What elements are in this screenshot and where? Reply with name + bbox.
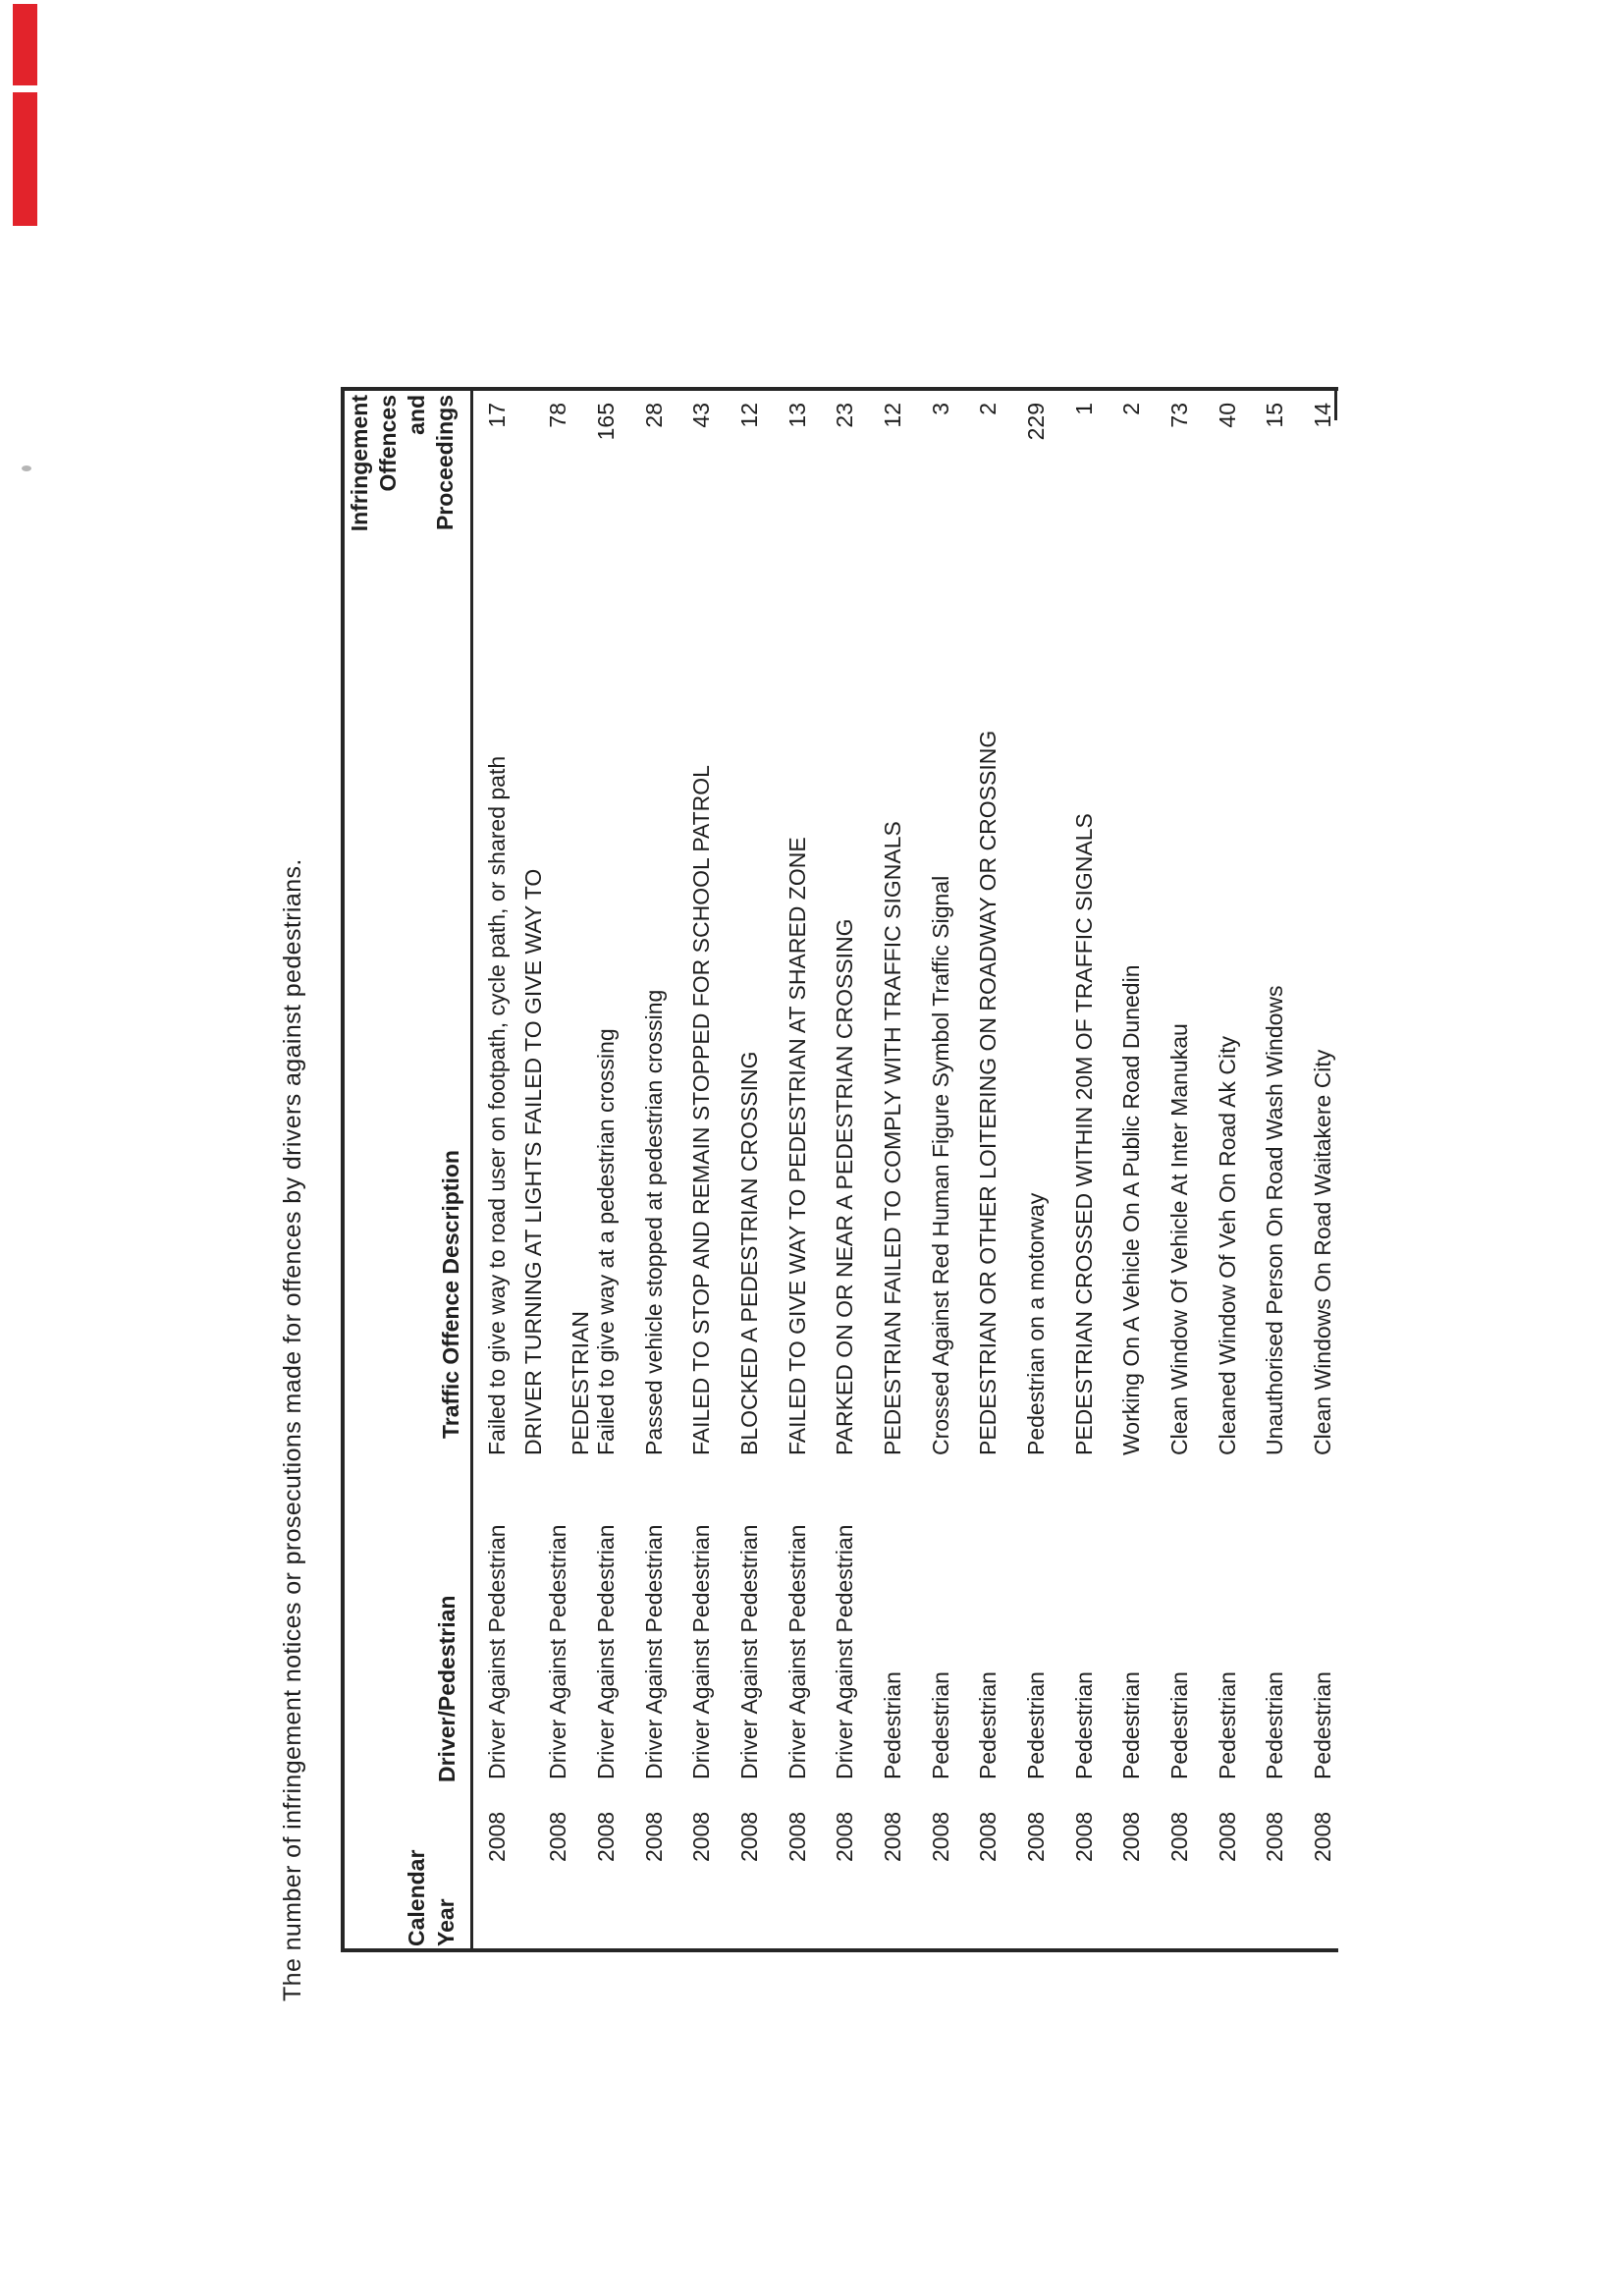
page-title: The number of infringement notices or prosecutions made for offences by drivers against pedestrians. — [279, 858, 306, 2001]
scan-speck — [22, 465, 31, 471]
row-category: Pedestrian — [928, 1671, 953, 1779]
row-year: 2008 — [1262, 1811, 1287, 1862]
row-description-line: FAILED TO GIVE WAY TO PEDESTRIAN AT SHARED ZONE — [784, 837, 810, 1455]
header-driver-pedestrian: Driver/Pedestrian — [434, 1595, 460, 1782]
row-description-line: Unauthorised Person On Road Wash Windows — [1262, 985, 1287, 1455]
header-calendar-year-line1: Calendar — [404, 1849, 429, 1946]
row-value: 17 — [484, 403, 510, 428]
row-category: Pedestrian — [880, 1671, 905, 1779]
row-value: 2 — [975, 403, 1001, 415]
table-border-right-of-values — [341, 387, 1338, 391]
row-value: 12 — [736, 403, 762, 428]
row-description-line: Passed vehicle stopped at pedestrian crossing — [641, 989, 667, 1455]
row-year: 2008 — [1118, 1811, 1144, 1862]
row-category: Driver Against Pedestrian — [688, 1524, 714, 1779]
row-year: 2008 — [593, 1811, 619, 1862]
row-value: 28 — [641, 403, 667, 428]
row-description-line: PEDESTRIAN CROSSED WITHIN 20M OF TRAFFIC SIGNALS — [1071, 813, 1097, 1455]
header-infringement-line4: Proceedings — [432, 395, 458, 531]
row-year: 2008 — [975, 1811, 1001, 1862]
row-value: 12 — [880, 403, 905, 428]
row-category: Driver Against Pedestrian — [641, 1524, 667, 1779]
row-description-line: Crossed Against Red Human Figure Symbol Traffic Signal — [928, 875, 953, 1455]
header-infringement-line1: Infringement — [347, 395, 372, 532]
row-year: 2008 — [1310, 1811, 1335, 1862]
row-value: 23 — [832, 403, 857, 428]
row-value: 1 — [1071, 403, 1097, 415]
header-infringement-line3: and — [404, 395, 429, 435]
row-category: Pedestrian — [975, 1671, 1001, 1779]
row-value: 15 — [1262, 403, 1287, 428]
row-year: 2008 — [545, 1811, 570, 1862]
row-value: 229 — [1023, 403, 1049, 441]
row-description-line: PEDESTRIAN FAILED TO COMPLY WITH TRAFFIC SIGNALS — [880, 821, 905, 1455]
row-category: Pedestrian — [1023, 1671, 1049, 1779]
row-category: Pedestrian — [1215, 1671, 1240, 1779]
row-year: 2008 — [1215, 1811, 1240, 1862]
row-category: Driver Against Pedestrian — [784, 1524, 810, 1779]
row-year: 2008 — [1166, 1811, 1192, 1862]
row-description-line: PARKED ON OR NEAR A PEDESTRIAN CROSSING — [832, 918, 857, 1455]
row-category: Pedestrian — [1262, 1671, 1287, 1779]
row-description-line: DRIVER TURNING AT LIGHTS FAILED TO GIVE WAY TO — [520, 868, 546, 1455]
header-calendar-year-line2: Year — [433, 1898, 459, 1946]
row-year: 2008 — [832, 1811, 857, 1862]
row-description-line: Failed to give way at a pedestrian crossing — [593, 1028, 619, 1455]
row-category: Pedestrian — [1166, 1671, 1192, 1779]
row-year: 2008 — [688, 1811, 714, 1862]
table-border-left-of-year — [341, 1948, 1338, 1952]
row-category: Pedestrian — [1071, 1671, 1097, 1779]
row-description-line: Working On A Vehicle On A Public Road Dunedin — [1118, 964, 1144, 1455]
row-description-line: Clean Window Of Vehicle At Inter Manukau — [1166, 1023, 1192, 1455]
row-year: 2008 — [1071, 1811, 1097, 1862]
row-category: Driver Against Pedestrian — [736, 1524, 762, 1779]
row-value: 165 — [593, 403, 619, 441]
header-infringement-line2: Offences — [375, 395, 401, 492]
row-year: 2008 — [736, 1811, 762, 1862]
row-year: 2008 — [1023, 1811, 1049, 1862]
row-value: 2 — [1118, 403, 1144, 415]
row-category: Driver Against Pedestrian — [484, 1524, 510, 1779]
row-category: Driver Against Pedestrian — [545, 1524, 570, 1779]
row-year: 2008 — [641, 1811, 667, 1862]
row-description-line: PEDESTRIAN OR OTHER LOITERING ON ROADWAY OR CROSSING — [975, 730, 1001, 1455]
redaction-mark-bottom — [13, 92, 37, 226]
row-description-line: PEDESTRIAN — [568, 1311, 593, 1455]
row-description-line: Clean Windows On Road Waitakere City — [1310, 1049, 1335, 1455]
row-category: Driver Against Pedestrian — [593, 1524, 619, 1779]
row-description-line: Pedestrian on a motorway — [1023, 1192, 1049, 1455]
row-category: Driver Against Pedestrian — [832, 1524, 857, 1779]
redaction-mark-top — [13, 4, 37, 85]
row-year: 2008 — [784, 1811, 810, 1862]
header-offence-description: Traffic Offence Description — [438, 1150, 463, 1439]
row-value: 13 — [784, 403, 810, 428]
row-year: 2008 — [928, 1811, 953, 1862]
row-year: 2008 — [484, 1811, 510, 1862]
row-description-line: Failed to give way to road user on footpath, cycle path, or shared path — [484, 755, 510, 1455]
row-year: 2008 — [880, 1811, 905, 1862]
row-category: Pedestrian — [1118, 1671, 1144, 1779]
row-value: 40 — [1215, 403, 1240, 428]
row-value: 73 — [1166, 403, 1192, 428]
row-category: Pedestrian — [1310, 1671, 1335, 1779]
row-value: 43 — [688, 403, 714, 428]
row-value: 78 — [545, 403, 570, 428]
row-description-line: Cleaned Window Of Veh On Road Ak City — [1215, 1036, 1240, 1455]
row-description-line: BLOCKED A PEDESTRIAN CROSSING — [736, 1051, 762, 1455]
table-border-above-header — [341, 387, 345, 1952]
table-header-separator — [470, 387, 473, 1952]
row-description-line: FAILED TO STOP AND REMAIN STOPPED FOR SCHOOL PATROL — [688, 765, 714, 1455]
row-value: 14 — [1310, 403, 1335, 428]
row-value: 3 — [928, 403, 953, 415]
